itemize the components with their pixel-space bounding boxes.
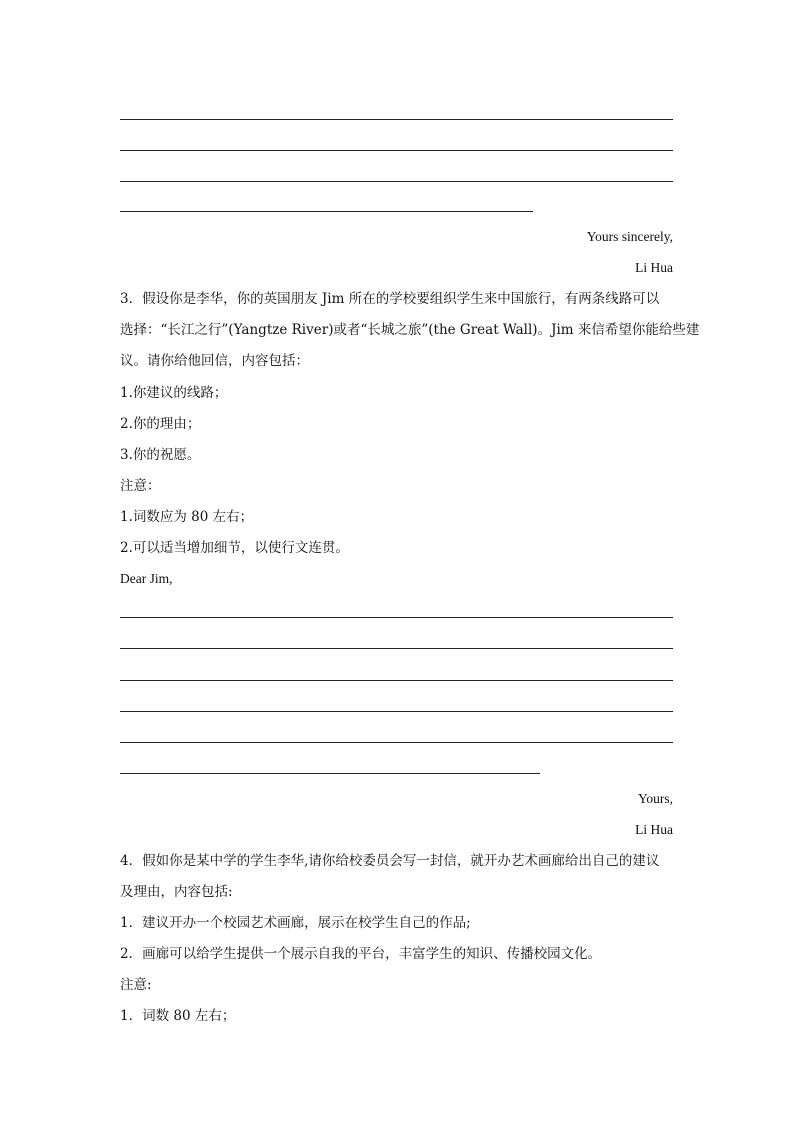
question-3-point: 2.你的理由； [120,416,201,432]
answer-line [120,680,673,681]
question-4-point: 1．建议开办一个校园艺术画廊，展示在校学生自己的作品; [120,915,471,931]
question-3-note: 1.词数应为 80 左右； [120,509,254,525]
question-3-prompt: 议。请你给他回信，内容包括： [120,353,309,369]
question-4-prompt: 及理由，内容包括: [120,884,233,900]
question-3-notes-heading: 注意： [120,478,161,494]
answer-line [120,711,673,712]
question-4-point: 2．画廊可以给学生提供一个展示自我的平台，丰富学生的知识、传播校园文化。 [120,946,602,962]
answer-line [120,617,673,618]
letter-signature: Li Hua [635,260,673,275]
answer-line [120,150,673,151]
answer-line [120,648,673,649]
question-3-sign-off: Yours, [637,791,673,806]
question-4-notes-heading: 注意: [120,977,152,993]
question-4-note: 1．词数 80 左右； [120,1008,236,1024]
answer-line [120,742,673,743]
answer-line-short [120,211,533,212]
answer-line [120,119,673,120]
question-3-signature: Li Hua [635,822,673,837]
letter-sign-off: Yours sincerely, [586,229,673,244]
answer-line-short [120,773,540,774]
question-4-prompt: 4．假如你是某中学的学生李华,请你给校委员会写一封信，就开办艺术画廊给出自己的建议 [120,853,660,869]
question-3-point: 3.你的祝愿。 [120,447,201,463]
question-3-salutation: Dear Jim, [120,571,173,586]
answer-line [120,181,673,182]
question-3-prompt: 选择：“长江之行”(Yangtze River)或者“长城之旅”(the Great Wall)。Jim 来信希望你能给些建 [120,322,700,338]
question-3-prompt: 3．假设你是李华，你的英国朋友 Jim 所在的学校要组织学生来中国旅行，有两条线路可以 [120,291,660,307]
question-3-note: 2.可以适当增加细节，以使行文连贯。 [120,540,349,556]
question-3-point: 1.你建议的线路； [120,385,228,401]
